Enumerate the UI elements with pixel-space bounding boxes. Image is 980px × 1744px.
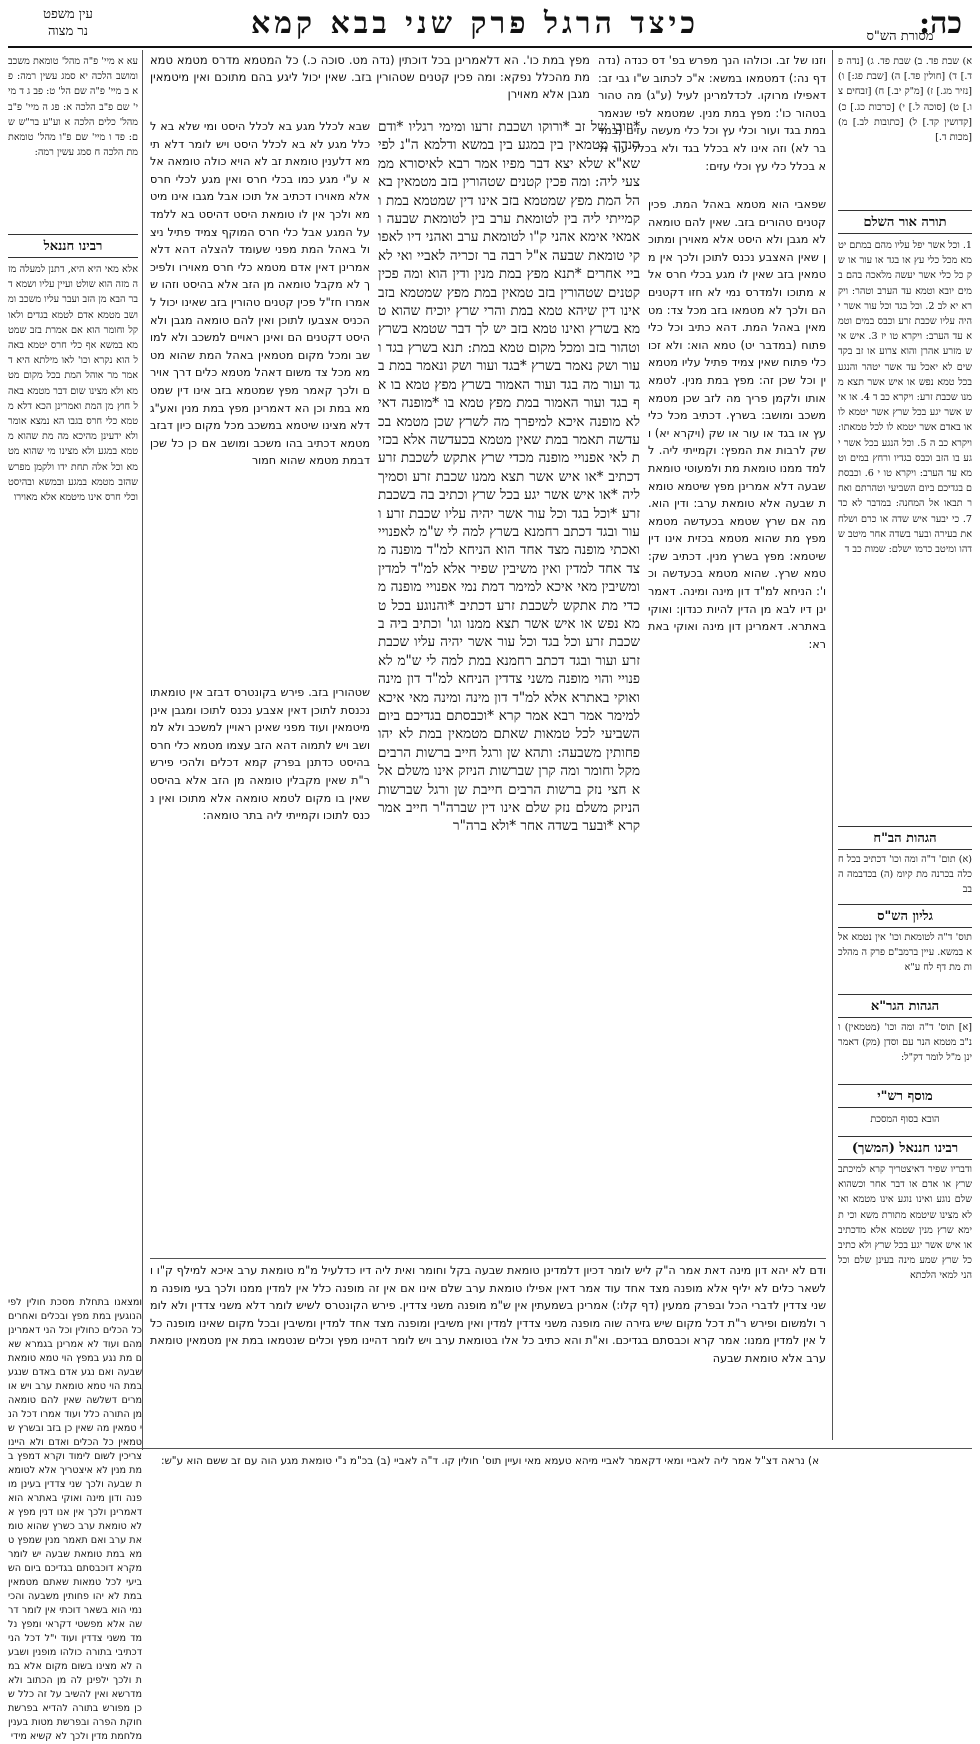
page-title: כיצד הרגל פרק שני בבא קמא — [250, 6, 700, 41]
hagahot-hagra-text: [א] תוס' ד"ה ומה וכו' (מטמאין) ונ"ב מטמא הנר עם וסדן (מק) דאמרינן מ"ל לומר דק"ל: — [838, 1022, 972, 1064]
mesoret-entries: א) שבת פד. ב) שבת פד. ג) [נדה פד.] ד) [חולין פד.] ה) [שבת פג:] ו) [נזיר מג.] ז) [מ"ק יב.] ח) [זבחים צו.] ט) [סוכה ל.] י) [כרכות כג.] כ) [קדושין קד.] ל) [כתובות לב.] מ) [מכות ד.] — [838, 56, 972, 144]
musaf-rashi-text: הובא בסוף המסכת — [870, 1114, 940, 1125]
rashi-column: שפאבי הוא מטמא באהל המת. פכין קטנים טהורים בזב. שאין להם טומאה לא מגבן ולא היסט אלא מאוירן ומתוכן שאין האצבע נכנס לתוכן ולכך אין מטמאין בזב שאין לו מגע בכלי חרס אלא מתוכו ולמדרס נמי לא חזו דקטנים הם ולכך לא מטמאו בזב מכל צד: מטמאין באהל המת. דהא כתיב וכל כלי פתוח (במדבר יט) טמא הוא: ולא זכו כלי פתוח שאין צמיד פתיל עליו מטמאין וכל שכן זה: מפץ במת מנין. לטמא אותו ולקמן פריך מה לזב שכן מטמא משכב ומושב: בשרץ. דכתיב מכל כלי עץ או בגד או עור או שק (ויקרא יא) ושק לרבות את המפץ: וקמייתי ליה. ללמד ממנו טומאת מת ולמעוטי טומאת שבעה דלא אמרינן מפץ שיטמא טומאת שבעה אלא טומאת ערב: ודין הוא. מה אם שרץ שטמא בכעדשה מטמא מפץ מת שהוא מטמא בכזית אינו דין שיטמא: מפץ בשרץ מנין. דכתיב שק: טמא שרץ. שהוא מטמא בכעדשה וכו': הניחא למ"ד דון מינה ומינה. דאמרינן דיו לבא מן הדין להיות כנדון: ואוקי באתרא. דאמרינן דון מינה ואוקי באתרא: — [648, 198, 826, 651]
rashi-bottom: ומצאנו בתחלת מסכת חולין לפי הנוגעין במת מפץ ובכלים ואחרים כל הכלים כחולין וכל הני דאמרינן מהם ועוד לא אמרינן בגמרא שאם מת נגע במפץ הוי טמא טומאת שבעה ואם נגע אדם באדם שנגע במת הוי טמא טומאת ערב ויש אומרים דשלשה שאין להם טומאה מן התורה כלל ועוד אמרו דכל הני טמאין מה שאין כן בזב ובשרץ שטמאין כל הכלים ואדם ולא היינו צריכין לשום לימוד וקרא דמפץ במת מנין לא איצטריך אלא לטומאת שבעה ולכך שני צדדין בעינן מופנה ודון מינה ואוקי באתרא הוא דאמרינן ולכך אין אנו דנין מפץ אלא טומאת ערב כשרץ שהוא טומאת ערב ואם תאמר מנין שמפץ טמא במת טומאת שבעה יש לומר מקרא דוכבסתם בגדיכם ביום השביעי לכל טמאות שאתם מטמאין במת לא יהו פחותין משבעה והכי נמי הוא בשאר דוכתי אין לומר דרשה אלא מפשטי דקראי ומפץ נלמד משני צדדין ועוד י"ל דכל הני דכתיבי בתורה כולהו מופנין ושבעה לא מצינו בשום מקום אלא במת ולכך ילפינן לה מן הכתוב ולא מדרשא ואין להשיב על זה כלל שכן מפורש בתורה להדיא בפרשת חוקת הפרה ובפרשת מטות בענין מלחמת מדין ולכך לא קשיא מידי — [8, 1297, 142, 1742]
rabbenu-hananel-heading: רבינו חננאל — [8, 234, 138, 258]
column-divider — [832, 50, 833, 1440]
folio-number: כה: — [919, 6, 962, 41]
rashi-top: וזנו של זב. וכולהו הנך מפרש בפ' דס כנדה (נדה דף נה:) דמטמאו במשא: א"כ לכתוב ש"ו גבי זב: דאפילו מרוקו. לכדלמרינן לעיל (ע"ג) מה טהור בטהור כו': מפץ במת מנין. שמטמא לפי שנאמר במת בגד ועור וכלי עץ וכל כלי מעשה עזים (במדבר לא) וזה אינו לא בכלל בגד ולא בכלל עור ולא בכלל כלי עץ וכלי עזים: — [598, 54, 826, 173]
tosafot-top: מפץ במת כו'. הא דלאמרינן בכל דוכתין (נדה מט. סוכה כ.) כל המטמא מדרס מטמא טמא מת מהכלל נפקא: ומה פכין קטנים שטהורין בזב. שאין יכול ליגע בהם מתוכם ואין מיטמאין מגבן אלא מאוירן — [150, 53, 590, 101]
section-rule — [150, 1258, 826, 1259]
torah-ohr-text: 1. וכל אשר יפל עליו מהם במתם יטמא מכל כלי עץ או בגד או עור או שק כל כלי אשר יעשה מלאכה בהם במים יובא וטמא עד הערב וטהר: ויקרא יא לב 2. וכל בגד וכל עור אשר יהיה עליו שכבת זרע וכבס במים וטמא עד הערב: ויקרא טו יז 3. איש איש מזרע אהרן והוא צרוע או זב בקדשים לא יאכל עד אשר יטהר והנגע בכל טמא נפש או איש אשר תצא ממנו שכבת זרע: ויקרא כב ד 4. או איש אשר יגע בכל שרץ אשר יטמא לו או באדם אשר יטמא לו לכל טמאתו: ויקרא כב ה 5. וכל הנגע בכל אשר יגע בו הזב וכבס בגדיו ורחץ במים וטמא עד הערב: ויקרא טו י 6. וכבסתם בגדיכם ביום השביעי וטהרתם ואחר תבאו אל המחנה: במדבר לא כד 7. כי יבער איש שדה או כרם ושלח את בעירה ובער בשדה אחר מיטב שדהו ומיטב כרמו ישלם: שמות כב ד — [837, 240, 972, 556]
rabbenu-hananel-text: אלא מאי היא היא, דתנן למעלה מזה מזה הוא שולט ועיין עליו ושמא דבר הבא מן הזב ועבר עליו משכב ומושב מטמא אדם לטמא בגדים ולאו קל וחומר הוא אם אמרת בזב שמטמא במשא אף כלי חרס יטמא באהל הוא נקרא וכו' לאו מילתא היא דאמר מר אוהל המת בכל מקום מטמא ולא מצינו שום דבר מטמא באהל חוץ מן המת ואמרינן הכא דלא מטמא כלי חרס בגבו הא נמצא אומר ולא ידעינן מהיכא מה מת שהוא מטמא במגע ולא מצינו מי שהוא מטמא וכל אלה תחת ידו ולקמן מפרש שהזב מטמא במגע ובמשא ובהיסט וכלי חרס אינו מיטמא אלא מאוירו — [8, 264, 138, 504]
gilyon-shas-text: תוס' ד"ה לטומאת וכו' אין נטמא אלא במשא. עיין ברמב"ם פרק ה מהלכות מת דף לח ע"א — [838, 932, 972, 974]
tosafot-lower: ודם לא יהא דון מינה דאת אמר ה"ק ליש לומר דכיון דלמדינן טומאת שבעה בקל וחומר ואית ליה דיו כדלעיל מ"מ טומאת ערב איכא למילף ק"ו ולשאר כלים לא יליף אלא מופנה מצד אחד עוד אמר דאין אפילו טומאת ערב שלם אינו אם אין זה מופנה כלל אין למדין ממנו ולכך בעי מופנה משני צדדין לדברי הכל ובפרק ממעין (דף קלו:) אמרינן בשמעתין אין ש"מ מופנה משני צדדין. פירש הקונטרס לשיש לומר דלא משני צדדין ולא לומר ולמשום ופירש ר"ת דכל מקום שיש גזירה שוה מופנה משני צדדין למדין ואין משיבין ומופנה מצד אחד למדין ומשיבין ובכל מקום שאינו מופנה כלל אין למדין ממנו: אמר קרא וכבסתם בגדיכם. וא"ת והא כתיב כל אלו בטומאת ערב ויש לומר דהיינו מפץ וכלים שנטמאו במת אין מטמאין טומאת ערב אלא טומאת שבעה — [150, 1264, 826, 1365]
gemara-text: *וזובו של זב *ורוקו ושכבת זרעו ומימי רגליו *ודם הנדה מטמאין בין במגע בין במשא ודלמא ה"נ לפי שא"א שלא יצא דבר מפיו אמר רבא לאיסורא ממצעי ליה: ומה פכין קטנים שטהורין בזב מטמאין באהל המת מפץ שמטמא בזב אינו דין שמטמא במת וקמייתי ליה בין לטומאת ערב בין לטומאת שבעה ואמאי אימא אהני ק"ו לטומאת ערב ואהני דיו לאפוקי טומאת שבעה א"ל רבה בר זכריה לאביי ואי לאביי אחרים *תנא מפץ במת מנין ודין הוא ומה פכין קטנים שטהורין בזב טמאין במת מפץ שמטמא בזב אינו דין שיהא טמא במת והרי שרץ יוכיח שהוא טמא בשרץ ואינו טמא בזב יש לך דבר שטמא בשרץ וטהור בזב ומכל מקום טמא במת: תנא בשרץ בגד ועור ושק נאמר בשרץ *בגד ועור ושק ונאמר במת בגד ועור מה בגד ועור האמור בשרץ מפץ טמא בו אף בגד ועור האמור במת מפץ טמא בו *מופנה דאי לא מופנה איכא למיפרך מה לשרץ שכן מטמא בכעדשה תאמר במת שאין מטמא בכעדשה אלא בכזית לאי אפנויי מופנה מכדי שרץ אתקש לשכבת זרע דכתיב *או איש אשר תצא ממנו שכבת זרע וסמיך ליה *או איש אשר יגע בכל שרץ וכתיב בה בשכבת זרע *וכל בגד וכל עור אשר יהיה עליו שכבת זרע ועור ובגד דכתב רחמנא בשרץ למה לי ש"מ לאפנויי ואכתי מופנה מצד אחד הוא הניחא למ"ד מופנה מצד אחד למדין ואין משיבין שפיר אלא למ"ד למדין ומשיבין מאי איכא למימר דמת נמי אפנויי מופנה מכדי מת אתקש לשכבת זרע דכתיב *והנוגע בכל טמא נפש או איש אשר תצא ממנו וגו' וכתיב ביה בשכבת זרע וכל בגד וכל עור אשר יהיה עליו שכבת זרע ועור ובגד דכתב רחמנא במת למה לי ש"מ לאפנויי והוי מופנה משני צדדין הניחא למ"ד דון מינה ואוקי באתרא אלא למ"ד דון מינה ומינה מאי איכא למימר אמר רבא אמר קרא *וכבסתם בגדיכם ביום השביעי לכל טמאות שאתם מטמאין במת לא יהו פחותין משבעה: ותהא שן ורגל חייב ברשות הרבים מקל וחומר ומה קרן שברשות הניזק אינו משלם אלא חצי נזק ברשות הרבים חייבת שן ורגל שברשות הניזק משלם נזק שלם אינו דין שברה"ר חייב אמר קרא *ובער בשדה אחר *ולא ברה"ר — [378, 119, 640, 835]
rabbenu-hananel-cont-text: ודבריו שפיר דאיצטריך קרא למיכתב שרץ או אדם או דבר אחר וכשהוא שלם נוגע ואינו נוגע אינו מטמא ואי לא מצינו שיטמא מתורת משא וכי תימא שרץ מנין שטמא אלא מדכתיב או איש אשר יגע בכל שרץ ולא כתיב כל שרץ שמע מינה בעינן שלם וכל הני למאי הלכתא — [838, 1164, 972, 1282]
torah-ohr-heading: תורה אור השלם — [838, 210, 972, 234]
footnote: א) נראה דצ"ל אמר ליה לאביי ומאי דקאמר לאביי מיהא טעמא מאי ועיין תוס' חולין קו. ד"ה לאביי (ב) בכ"מ נ"י טומאת מגע הוה עם זב ששם הוא ע"ש: — [160, 1455, 820, 1467]
tosafot-column-bottom: שטהורין בזב. פירש בקונטרס דבזב אין טומאתו נכנסת לתוכן דאין אצבע נכנס לתוכו ומגבן אינן מיטמאין ועוד מפני שאינן ראויין למשכב ולא למושב ויש לתמוה דהא הזב עצמו מטמא כלי חרס בהיסט כדתנן בפרק קמא דכלים ולהכי פירש ר"ת שאין מקבלין טומאה מן הזב אלא בהיסט שאין בו מקום לטמא טומאה אלא מתוכו ואין נכנס לתוכו וקמייתי ליה בתר טומאה: — [150, 686, 370, 823]
musaf-rashi-heading: מוסף רש"י — [838, 1084, 972, 1108]
ein-mishpat-entries: עא א מיי' פ"ה מהל' טומאת משכב ומושב הלכה יא סמג עשין רמה: פא ב מיי' פ"ה שם הל' ט: פב ג ד מיי' שם פ"ב הלכה א: פג ה מיי' פ"ב מהל' כלים הלכה א וע"ע בר"ש שם: פד ו מיי' שם פ"ו מהל' טומאת מת הלכה ח סמג עשין רמה: — [8, 56, 138, 159]
hagahot-hagra-heading: הגהות הגר"א — [838, 994, 972, 1018]
column-divider — [142, 50, 143, 1450]
mesoret-heading: מסורת הש"ס — [866, 29, 934, 44]
rabbenu-hananel-cont-heading: רבינו חננאל (המשך) — [838, 1136, 972, 1160]
hagahot-bach-heading: הגהות הב"ח — [838, 826, 972, 850]
ein-mishpat-heading: עין משפט נר מצוה — [43, 7, 93, 39]
hagahot-bach-text: (א) תום' ד"ה ומה וכו' דכתיב בכל חכלה בכרנה מת קיומ (ה) בכדבמה הבב — [838, 854, 972, 896]
tosafot-column: שבא לכלל מגע בא לכלל היסט ומי שלא בא לכלל מגע לא בא לכלל היסט ויש לומר דלא תימא דלענין טומאת זב לא הויא כולה טומאה אלא ע"י מגע כמו בכלי חרס ואין מגע לכלי חרס אלא מאוירו דכתיב אל תוכו אבל מגבו אינו מיטמא ולכך אין לו טומאת היסט דהיסט בא ללמד על המגע אבל כלי חרס המוקף צמיד פתיל ניצול באהל המת מפני שעומד להצלה דהא דלא אמרינן דאין אדם מטמא כלי חרס מאוירו ולפיכך לא מקבל טומאה מן הזב אלא בהיסט וזהו שאמרו חז"ל פכין קטנים טהורין בזב שאינו יכול להכניס אצבעו לתוכן ואין להם טומאה מגבן ולא היסט דקטנים הם ואינן ראויים למשכב ולא למושב ומכל מקום מטמאין באהל המת שהוא מטמא מכל צד משום דאהל מטמא כלים דרך אוירם ולכך קאמר מפץ שמטמא בזב אינו דין שמטמא במת וכן הא דאמרינן מפץ במת מנין ואע"ג דלא מצינו שיטמא במשכב מכל מקום כיון דבזב מטמא דכתיב בהו משכב ומושב אם כן כל שכן דבמת מטמא שהוא חמור — [150, 120, 370, 468]
header-rule — [8, 46, 972, 48]
gilyon-shas-heading: גליון הש"ס — [838, 904, 972, 928]
footer-rule — [8, 1448, 972, 1449]
